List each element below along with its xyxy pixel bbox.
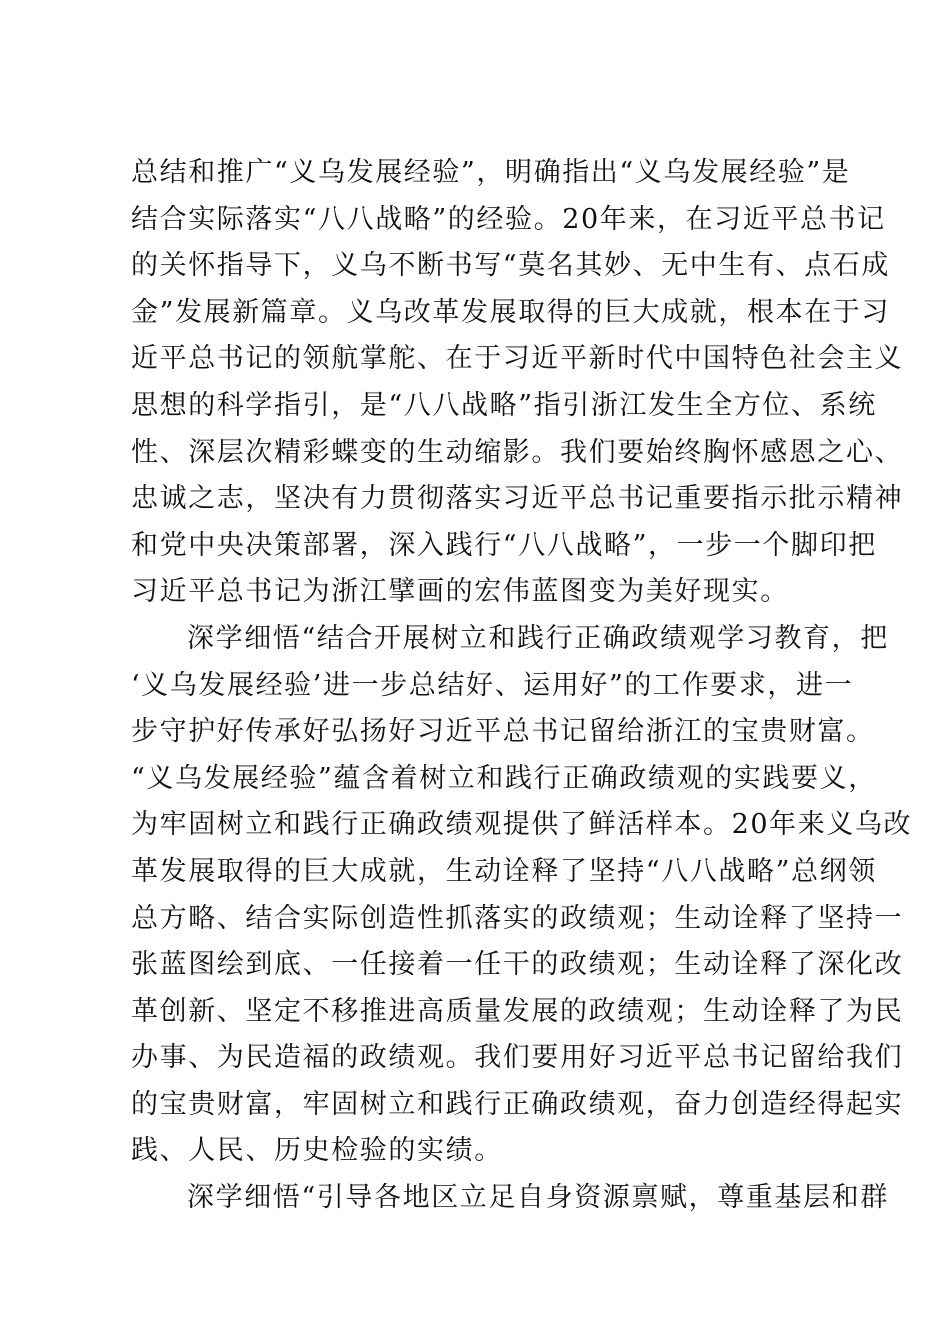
text-line: 革创新、坚定不移推进高质量发展的政绩观；生动诠释了为民 [131,995,904,1027]
text-line: “义乌发展经验”蕴含着树立和践行正确政绩观的实践要义， [131,762,877,794]
text-line: 革发展取得的巨大成就，生动诠释了坚持“八八战略”总纲领 [131,855,877,887]
text-line: 步守护好传承好弘扬好习近平总书记留给浙江的宝贵财富。 [131,716,875,748]
text-line: 金”发展新篇章。义乌改革发展取得的巨大成就，根本在于习 [131,296,891,328]
text-line: 总方略、结合实际创造性抓落实的政绩观；生动诠释了坚持一 [131,902,904,934]
text-line: 忠诚之志，坚决有力贯彻落实习近平总书记重要指示批示精神 [131,483,904,515]
text-line: 办事、为民造福的政绩观。我们要用好习近平总书记留给我们 [131,1042,904,1074]
text-line: 总结和推广“义乌发展经验”，明确指出“义乌发展经验”是 [131,157,851,188]
text-line: 近平总书记的领航掌舵、在于习近平新时代中国特色社会主义 [131,343,904,375]
text-line: 性、深层次精彩蝶变的生动缩影。我们要始终胸怀感恩之心、 [131,436,904,468]
text-line: 和党中央决策部署，深入践行“八八战略”，一步一个脚印把 [131,529,877,561]
text-line: 张蓝图绘到底、一任接着一任干的政绩观；生动诠释了深化改 [131,949,904,981]
text-line: 为牢固树立和践行正确政绩观提供了鲜活样本。20年来义乌改 [131,809,913,841]
paragraph-start-line: 深学细悟“引导各地区立足自身资源禀赋，尊重基层和群 [187,1182,889,1214]
paragraph-start-line: 深学细悟“结合开展树立和践行正确政绩观学习教育，把 [187,622,889,654]
text-line: 践、人民、历史检验的实绩。 [131,1135,503,1167]
document-body [131,150,913,1222]
text-line: ‘义乌发展经验’进一步总结好、运用好”的工作要求，进一 [131,669,854,701]
text-line: 的关怀指导下，义乌不断书写“莫名其妙、无中生有、点石成 [131,250,891,282]
text-line: 习近平总书记为浙江擘画的宏伟蓝图变为美好现实。 [131,576,789,608]
text-line: 结合实际落实“八八战略”的经验。20年来，在习近平总书记 [131,203,886,235]
text-line: 思想的科学指引，是“八八战略”指引浙江发生全方位、系统 [131,389,877,421]
text-line: 的宝贵财富，牢固树立和践行正确政绩观，奋力创造经得起实 [131,1088,904,1120]
